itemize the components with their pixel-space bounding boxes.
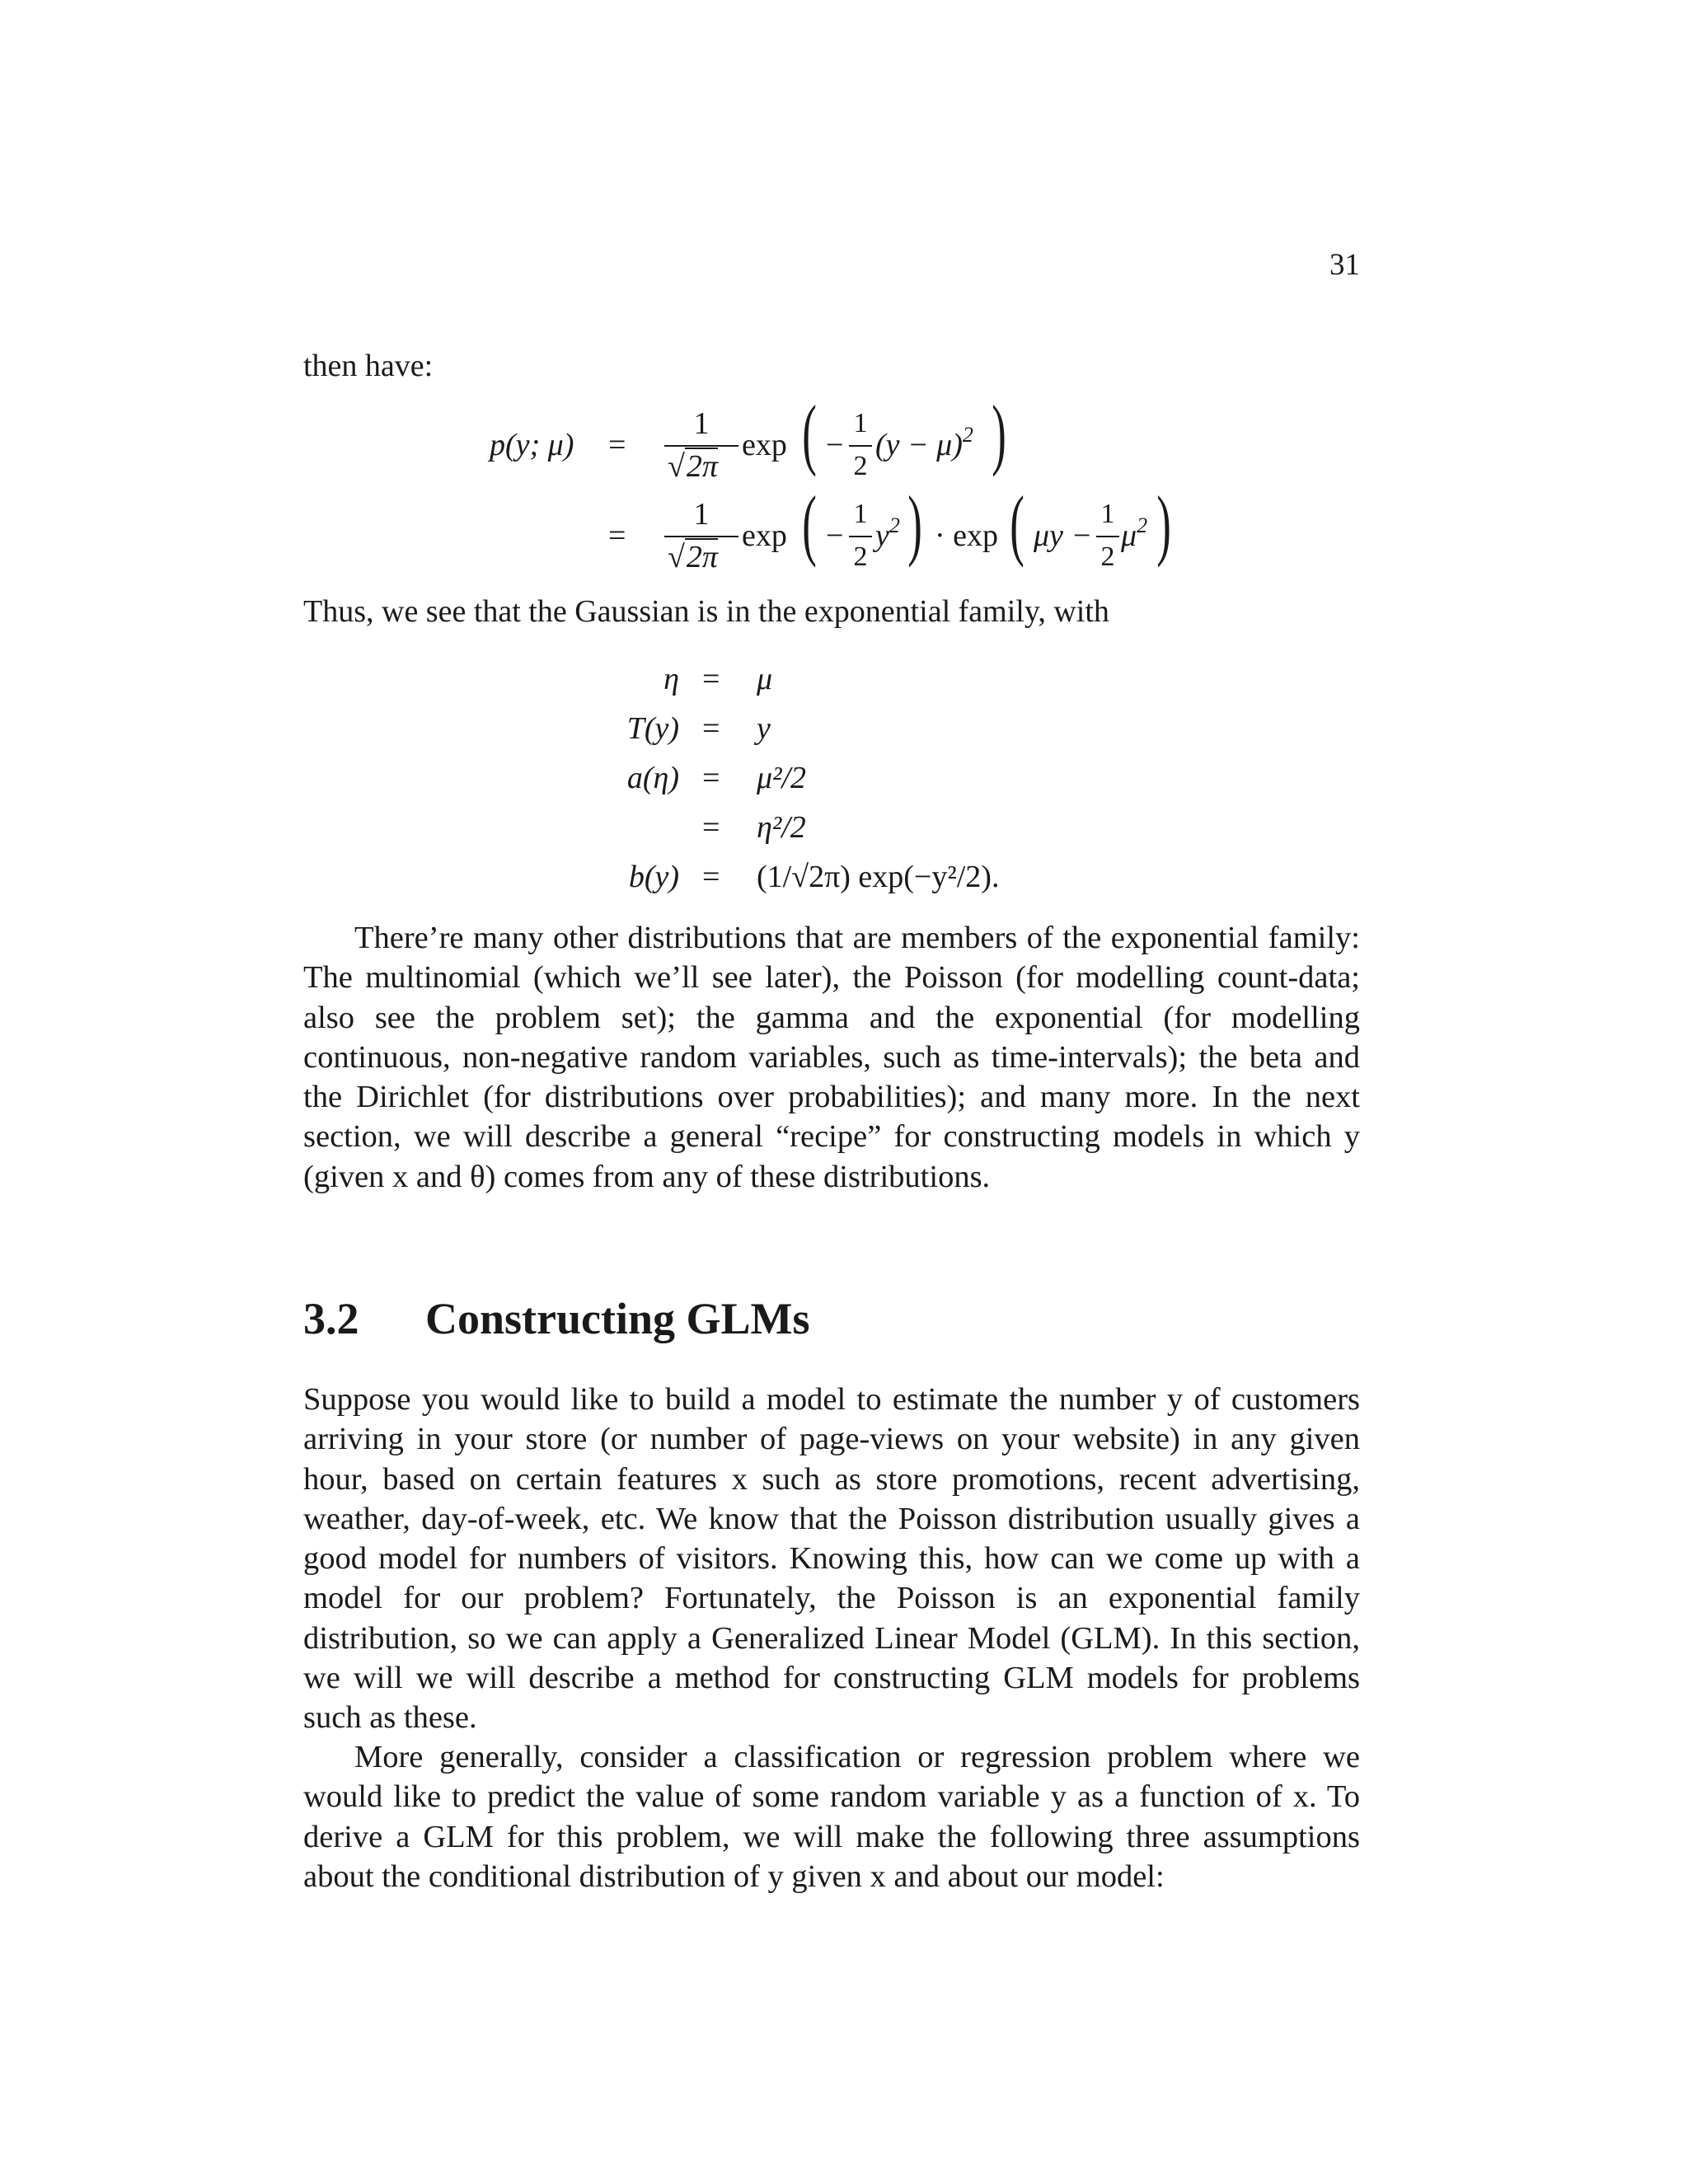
param-lhs-eta: η (663, 662, 679, 696)
sqrt-symbol: √ (668, 449, 685, 484)
inv-sqrt-2pi-fraction-1 (664, 405, 738, 488)
section-heading (303, 1290, 810, 1347)
param-rhs-T: y (757, 711, 771, 746)
mu-base: μ (1121, 518, 1137, 553)
minus-sign-1: − (826, 428, 844, 462)
param-rhs-eta: μ (757, 662, 773, 696)
fraction-bar (664, 445, 738, 447)
intro-text: then have: (303, 349, 434, 383)
y-squared-term (875, 513, 900, 557)
param-eq-eta-sq: = (702, 810, 720, 845)
half-numerator: 1 (1100, 499, 1115, 529)
page-number: 31 (1329, 248, 1360, 282)
left-paren-2: ( (802, 480, 817, 568)
half-denominator: 2 (853, 541, 868, 572)
squared-term (875, 423, 973, 466)
fraction-bar (849, 536, 872, 537)
left-paren-1: ( (802, 389, 817, 477)
param-eq-T: = (702, 711, 720, 746)
half-numerator: 1 (853, 408, 868, 438)
right-paren-1: ) (992, 389, 1006, 477)
minus-sign-2: − (826, 518, 844, 553)
squared-term-exponent: 2 (962, 423, 973, 447)
half-denominator: 2 (1100, 541, 1115, 572)
mu-y-minus: μy − (1034, 518, 1093, 553)
half-numerator: 1 (853, 499, 868, 529)
equation-lhs: p(y; μ) (490, 428, 574, 462)
exp-function-1: exp (742, 428, 787, 462)
fraction-numerator: 1 (693, 497, 710, 532)
fraction-bar (849, 445, 872, 447)
squared-term-base: (y − μ) (875, 428, 963, 462)
fraction-denominator (668, 539, 718, 575)
fraction-bar (664, 536, 738, 537)
fraction-denominator (668, 448, 718, 485)
paragraph-suppose: Suppose you would like to build a model to estimate the number y of customers arriving in your store (or number of page-views on your website) in any given hour, based on certain features x such as store promotions, recent advertising, weather, day-of-week, etc. We know that the Poisson distribution usually gives a good model for numbers of visitors. Knowing this, how can we come up with a model for our problem? Fortunately, the Poisson is an exponential family distribution, so we can apply a Generalized Linear Model (GLM). In this section, we will we will describe a method for constructing GLM models for problems such as these. (303, 1382, 1360, 1736)
mu-squared-term (1121, 513, 1148, 557)
sqrt-radicand: 2π (686, 540, 718, 574)
param-lhs-a: a(η) (626, 761, 679, 795)
param-eq-a: = (702, 761, 720, 795)
fraction-numerator: 1 (693, 406, 710, 441)
right-paren-2: ) (907, 480, 922, 568)
right-paren-3: ) (1156, 480, 1171, 568)
param-rhs-eta-sq: η²/2 (757, 810, 806, 845)
paragraph-distributions: There’re many other distributions that are members of the exponential family: The multinomial (which we’ll see later), the Poisson (for modelling count-data; also see the problem set); the gamma and the exponential (for modelling continuous, non-negative random variables, such as time-intervals); the beta and the Dirichlet (for distributions over probabilities); and many more. In the next section, we will describe a general “recipe” for constructing models in which y (given x and θ) comes from any of these distributions. (303, 921, 1360, 1194)
paragraph-general: More generally, consider a classification or regression problem where we would like to predict the value of some random variable y as a function of x. To derive a GLM for this problem, we will make the following three assumptions about the conditional distribution of y given x and about our model: (303, 1740, 1360, 1894)
half-denominator: 2 (853, 451, 868, 481)
exp-function-2: exp (742, 518, 787, 553)
param-lhs-T: T(y) (626, 711, 679, 746)
equation-equals-1: = (608, 428, 626, 462)
y-base: y (875, 518, 889, 553)
section-title: Constructing GLMs (425, 1294, 810, 1343)
inv-sqrt-2pi-fraction-2 (664, 496, 738, 579)
sqrt-radicand: 2π (686, 449, 718, 484)
left-paren-3: ( (1010, 480, 1025, 568)
fraction-bar (1096, 536, 1119, 537)
half-fraction-3 (1096, 496, 1119, 575)
param-rhs-a: μ²/2 (757, 761, 807, 795)
section-number: 3.2 (303, 1294, 359, 1343)
cdot-exp: · exp (935, 518, 999, 553)
mu-exponent: 2 (1137, 513, 1148, 537)
param-eq-b: = (702, 860, 720, 894)
half-fraction-1 (849, 405, 872, 485)
param-lhs-b: b(y) (628, 860, 679, 894)
half-fraction-2 (849, 496, 872, 575)
thus-line: Thus, we see that the Gaussian is in the exponential family, with (303, 594, 1109, 629)
sqrt-symbol: √ (668, 540, 685, 574)
equation-equals-2: = (608, 518, 626, 553)
y-exponent: 2 (889, 513, 900, 537)
param-eq-eta: = (702, 662, 720, 696)
param-rhs-b: (1/√2π) exp(−y²/2). (757, 860, 1000, 894)
